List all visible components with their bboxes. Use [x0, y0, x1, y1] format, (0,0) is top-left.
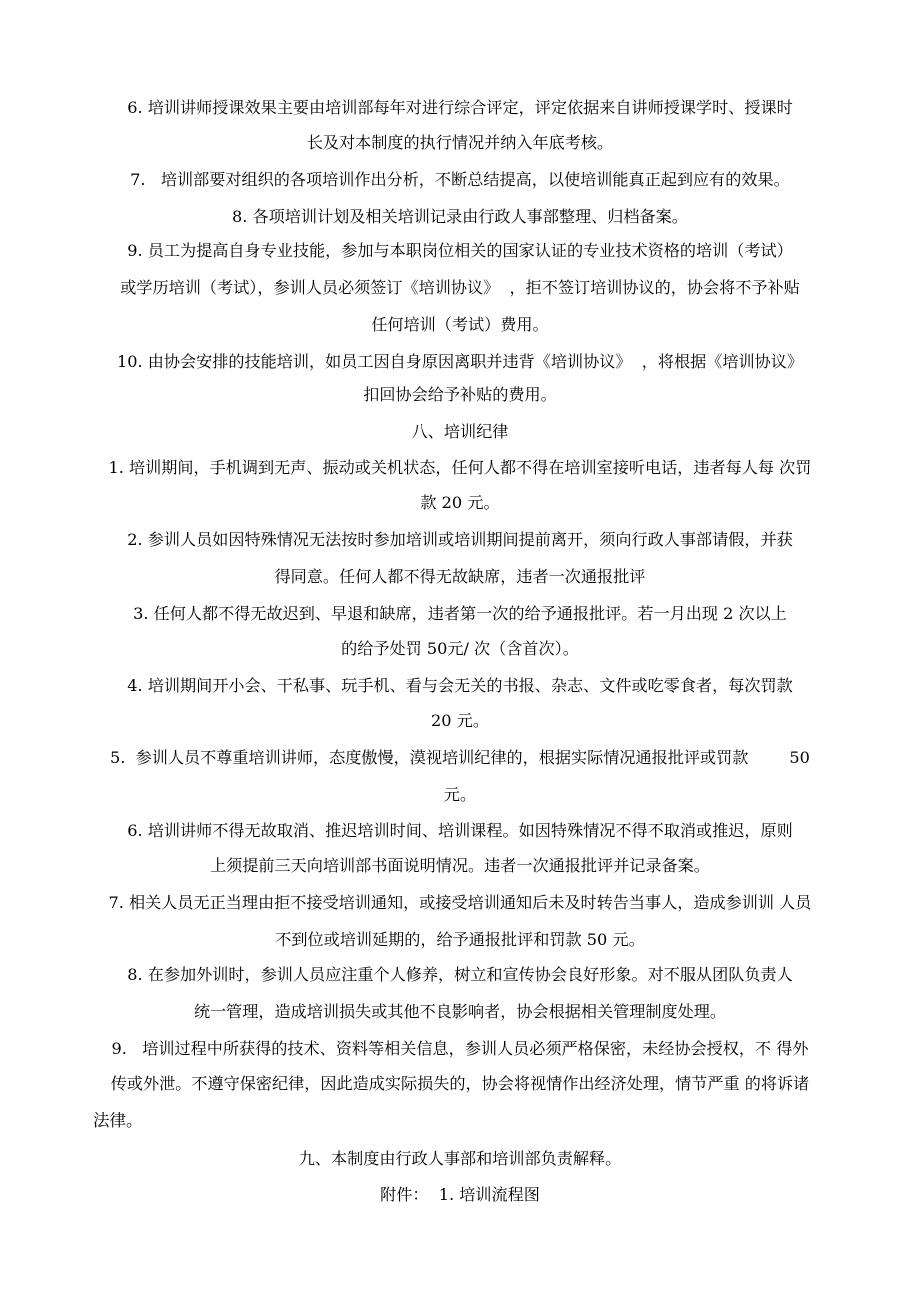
text-line: 6. 培训讲师授课效果主要由培训部每年对进行综合评定，评定依据来自讲师授课学时、授课时 — [127, 98, 793, 117]
text-line: 统一管理，造成培训损失或其他不良影响者，协会根据相关管理制度处理。 — [193, 1002, 727, 1021]
text-line: 的给予处罚 50元/ 次（含首次）。 — [341, 639, 579, 658]
text-line: 传或外泄。不遵守保密纪律，因此造成实际损失的，协会将视情作出经济处理，情节严重 的将诉诸 — [110, 1074, 810, 1093]
text-line: 4. 培训期间开小会、干私事、玩手机、看与会无关的书报、杂志、文件或吃零食者，每次罚款 — [127, 676, 793, 695]
text-line: 6. 培训讲师不得无故取消、推迟培训时间、培训课程。如因特殊情况不得不取消或推迟，原则 — [127, 821, 793, 840]
text-line: 9. 员工为提高自身专业技能，参加与本职岗位相关的国家认证的专业技术资格的培训（考试） — [127, 241, 793, 260]
text-line: 任何培训（考试）费用。 — [371, 315, 549, 334]
text-line: 9. 培训过程中所获得的技术、资料等相关信息，参训人员必须严格保密，未经协会授权，不 得外 — [111, 1039, 809, 1058]
text-line: 得同意。任何人都不得无故缺席，违者一次通报批评 — [274, 567, 646, 586]
text-line: 8. 在参加外训时，参训人员应注重个人修养，树立和宣传协会良好形象。对不服从团队负责人 — [127, 965, 793, 984]
text-line: 上须提前三天向培训部书面说明情况。违者一次通报批评并记录备案。 — [210, 856, 710, 875]
text-line: 法律。 — [93, 1111, 143, 1130]
text-line: 元。 — [443, 785, 477, 804]
section-heading: 九、本制度由行政人事部和培训部负责解释。 — [298, 1149, 622, 1168]
text-line: 20 元。 — [431, 711, 489, 730]
text-line: 长及对本制度的执行情况并纳入年底考核。 — [306, 133, 614, 152]
text-line: 款 20 元。 — [420, 493, 500, 512]
text-line: 3. 任何人都不得无故迟到、早退和缺席，违者第一次的给予通报批评。若一月出现 2 次以上 — [133, 604, 787, 623]
text-line: 扣回协会给予补贴的费用。 — [363, 385, 557, 404]
section-heading: 八、培训纪律 — [411, 422, 509, 441]
text-line: 7. 培训部要对组织的各项培训作出分析，不断总结提高，以使培训能真正起到应有的效果。 — [130, 170, 790, 189]
text-line: 7. 相关人员无正当理由拒不接受培训通知，或接受培训通知后未及时转告当事人，造成参训训 人员 — [108, 893, 812, 912]
text-line: 2. 参训人员如因特殊情况无法按时参加培训或培训期间提前离开，须向行政人事部请假，并获 — [127, 530, 793, 549]
text-line: 10. 由协会安排的技能培训，如员工因自身原因离职并违背《培训协议》 ，将根据《培训协议》 — [116, 352, 804, 371]
text-line: 5. 参训人员不尊重培训讲师，态度傲慢，漠视培训纪律的，根据实际情况通报批评或罚款 50 — [110, 748, 810, 767]
text-line: 或学历培训（考试），参训人员必须签订《培训协议》 ，拒不签订培训协议的，协会将不予补贴 — [120, 278, 800, 297]
attachment-line: 附件： 1. 培训流程图 — [380, 1185, 540, 1204]
text-line: 1. 培训期间，手机调到无声、振动或关机状态，任何人都不得在培训室接听电话，违者每人每 次罚 — [108, 458, 812, 477]
text-line: 8. 各项培训计划及相关培训记录由行政人事部整理、归档备案。 — [232, 207, 688, 226]
text-line: 不到位或培训延期的，给予通报批评和罚款 50 元。 — [275, 930, 645, 949]
